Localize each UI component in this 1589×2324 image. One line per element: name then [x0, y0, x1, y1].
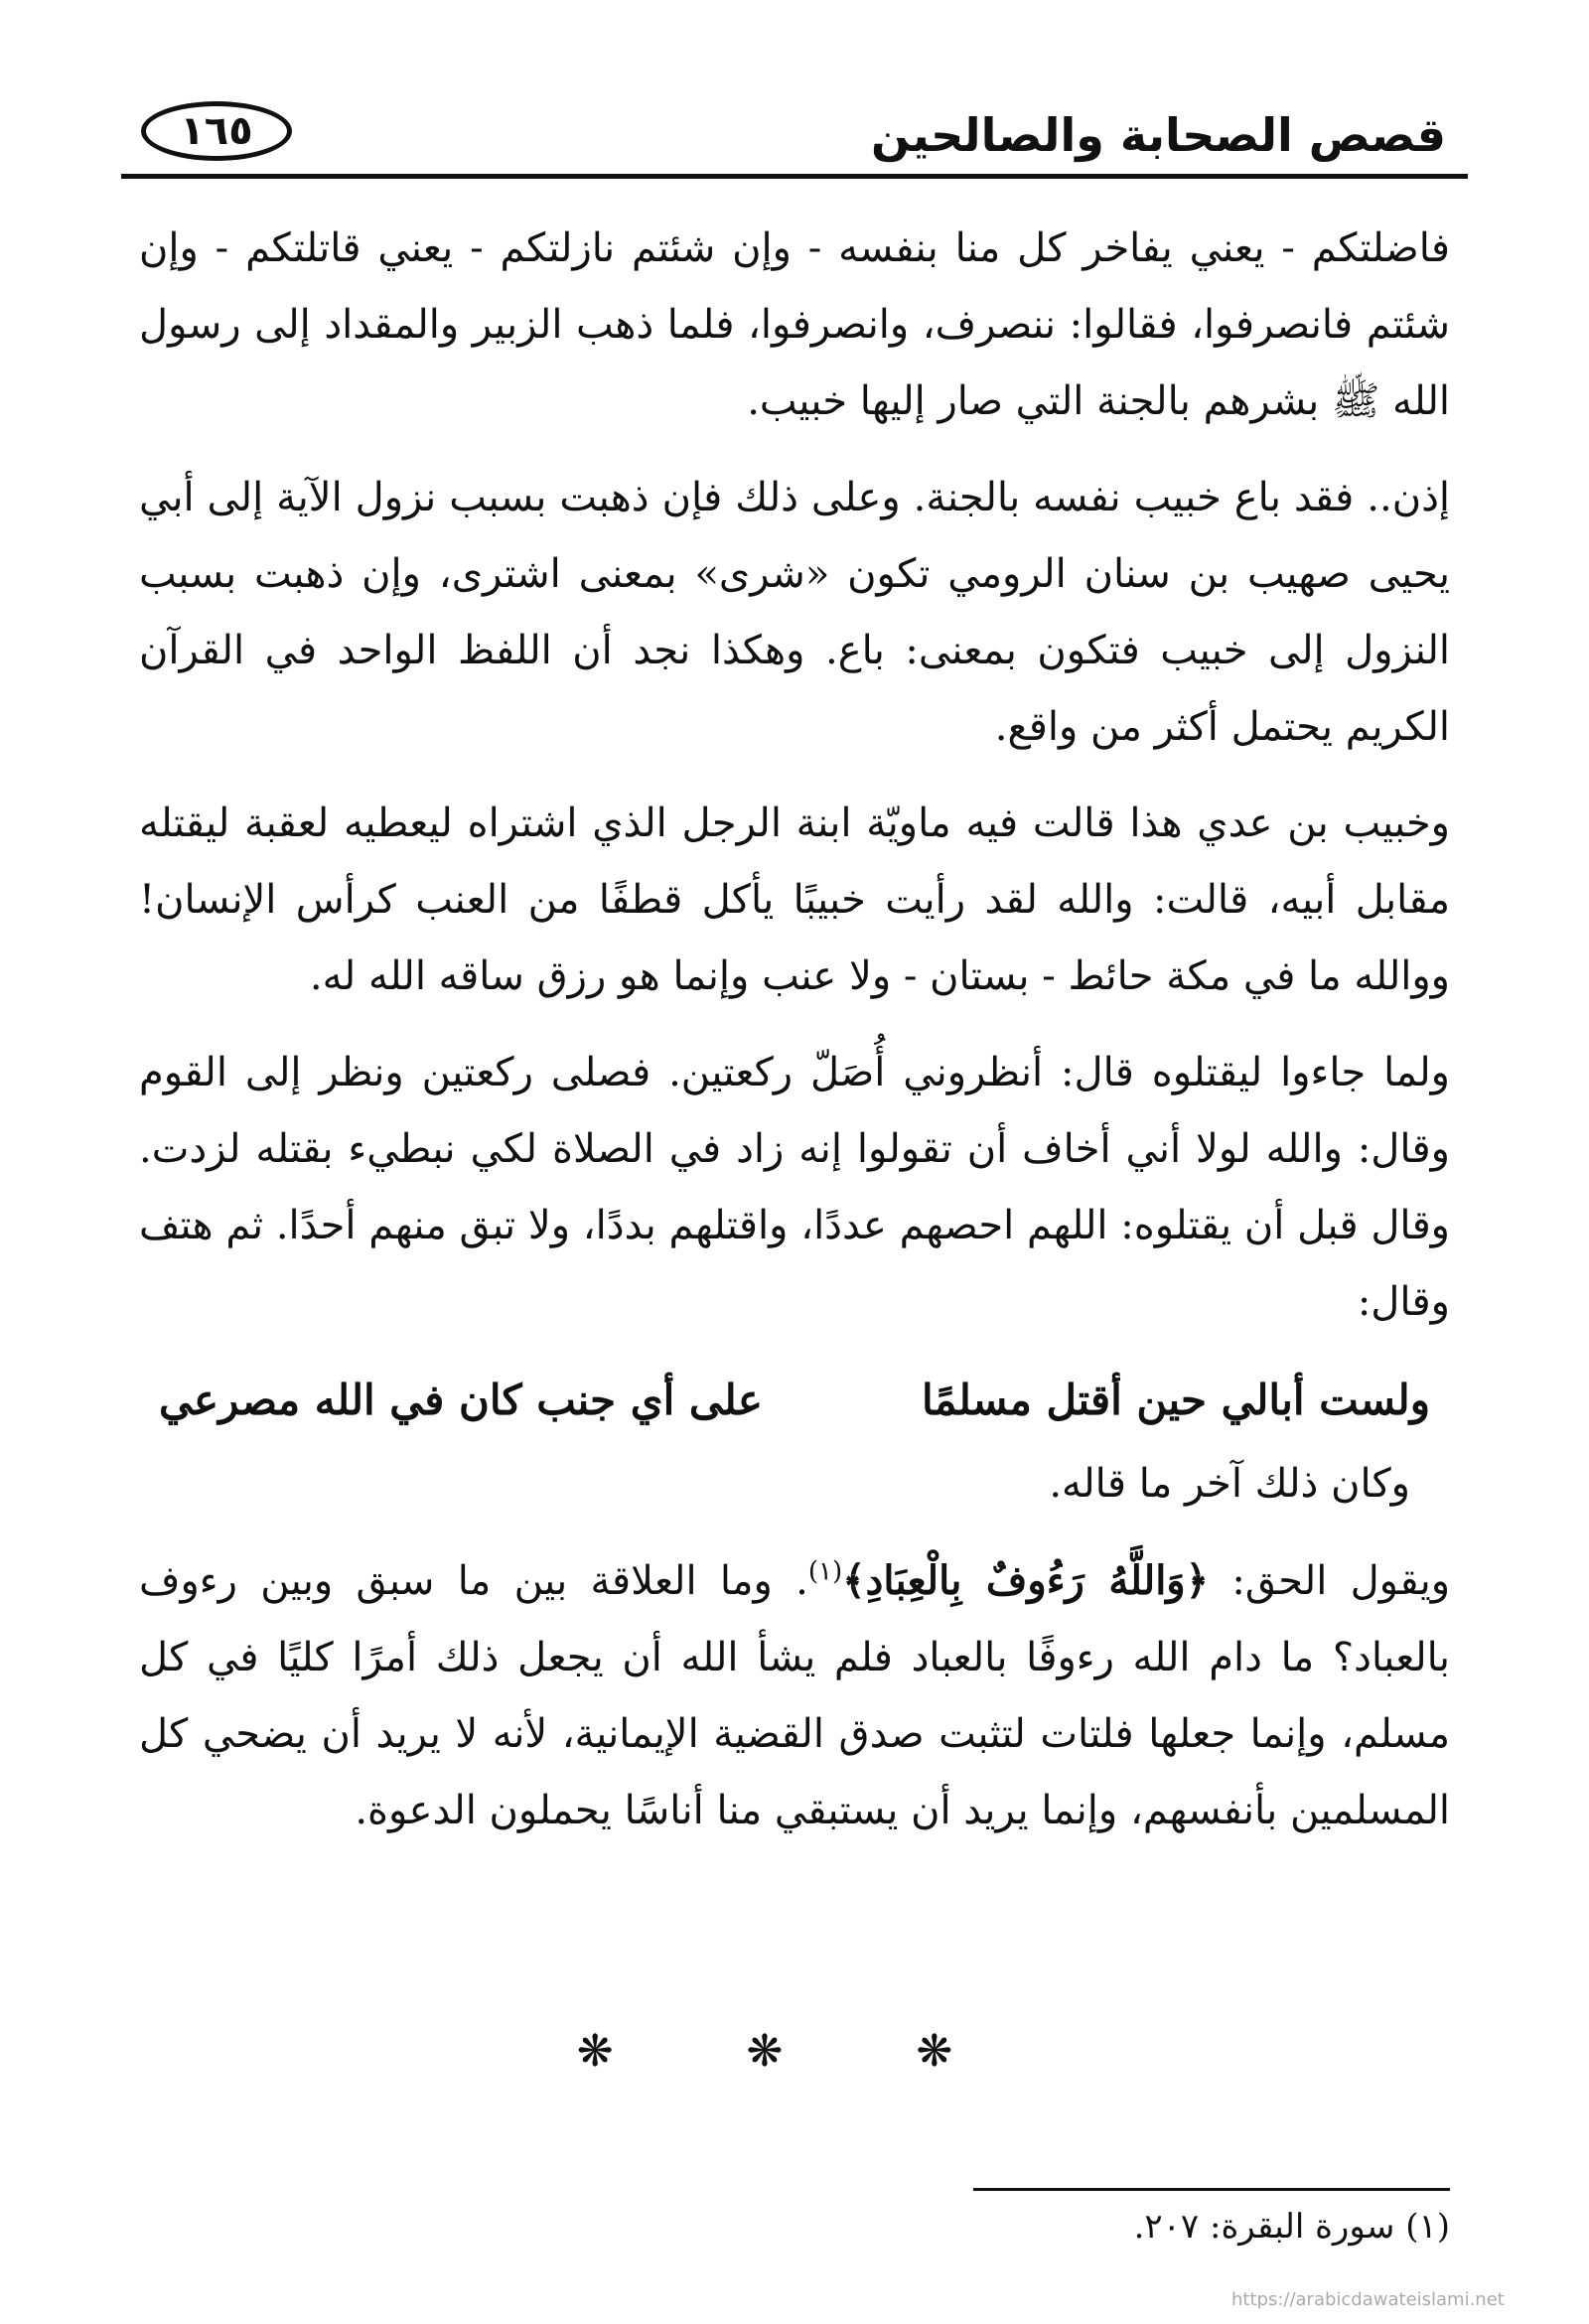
paragraph-4: ولما جاءوا ليقتلوه قال: أنظروني أُصَلّ ركعتين. فصلى ركعتين ونظر إلى القوم وقال: والله لولا أني أخاف أن تقولوا إنه زاد في الصلاة لكي نبطيء بقتله لزدت. وقال قبل أن يقتلوه: اللهم احصهم عددًا، واقتلهم بددًا، ولا تبق منهم أحدًا. ثم هتف وقال: — [139, 1050, 1450, 1325]
paragraph-5-rest: . وما العلاقة بين ما سبق وبين رءوف بالعباد؟ ما دام الله رءوفًا بالعباد فلم يشأ الله أن يجعل ذلك أمرًا كليًا في كل مسلم، وإنما جعلها فلتات لتثبت صدق القضية الإيمانية، لأنه لا يريد أن يضحي كل المسلمين بأنفسهم، وإنما يريد أن يستبقي منا أناسًا يحملون الدعوة. — [139, 1558, 1450, 1833]
footnote-divider — [973, 2188, 1450, 2191]
page-header — [121, 91, 1468, 181]
body-text — [139, 211, 1450, 1869]
poetry-verse — [159, 1361, 1430, 1440]
paragraph-5-intro: ويقول الحق: — [1209, 1558, 1451, 1604]
paragraph-1: فاضلتكم - يعني يفاخر كل منا بنفسه - وإن شئتم نازلتكم - يعني قاتلتكم - وإن شئتم فانصرفوا، فقالوا: ننصرف، وانصرفوا، فلما ذهب الزبير والمقداد إلى رسول الله ﷺ بشرهم بالجنة التي صار إليها خبيب. — [139, 225, 1450, 424]
header-divider — [121, 174, 1468, 179]
footnote: (١) سورة البقرة: ٢٠٧. — [1133, 2207, 1450, 2247]
paragraph-3: وخبيب بن عدي هذا قالت فيه ماويّة ابنة الرجل الذي اشتراه ليعطيه لعقبة ليقتله مقابل أبيه، قالت: والله لقد رأيت خبيبًا يأكل قطفًا من العنب كرأس الإنسان! ووالله ما في مكة حائط - بستان - ولا عنب وإنما هو رزق ساقه الله له. — [139, 800, 1450, 999]
verse-first-hemistich: ولست أبالي حين أقتل مسلمًا — [921, 1376, 1430, 1424]
verse-second-hemistich: على أي جنب كان في الله مصرعي — [159, 1376, 763, 1424]
quran-quote: ﴿وَاللَّهُ رَءُوفٌ بِالْعِبَادِ﴾ — [842, 1557, 1210, 1604]
paragraph-5 — [139, 1542, 1450, 1849]
book-title: قصص الصحابة والصالحين — [870, 108, 1446, 162]
paragraph-2: إذن.. فقد باع خبيب نفسه بالجنة. وعلى ذلك فإن ذهبت بسبب نزول الآية إلى أبي يحيى صهيب بن سنان الرومي تكون «شرى» بمعنى اشترى، وإن ذهبت بسبب النزول إلى خبيب فتكون بمعنى: باع. وهكذا نجد أن اللفظ الواحد في القرآن الكريم يحتمل أكثر من واقع. — [139, 475, 1450, 750]
page-number-text: ١٦٥ — [180, 108, 253, 154]
page-number — [141, 101, 292, 161]
watermark: https://arabicdawateislami.net — [1231, 2289, 1505, 2310]
section-separator: ❋ ❋ ❋ — [576, 2026, 1013, 2077]
footnote-marker: (١) — [807, 1556, 843, 1587]
after-verse-line: وكان ذلك آخر ما قاله. — [1049, 1461, 1410, 1507]
